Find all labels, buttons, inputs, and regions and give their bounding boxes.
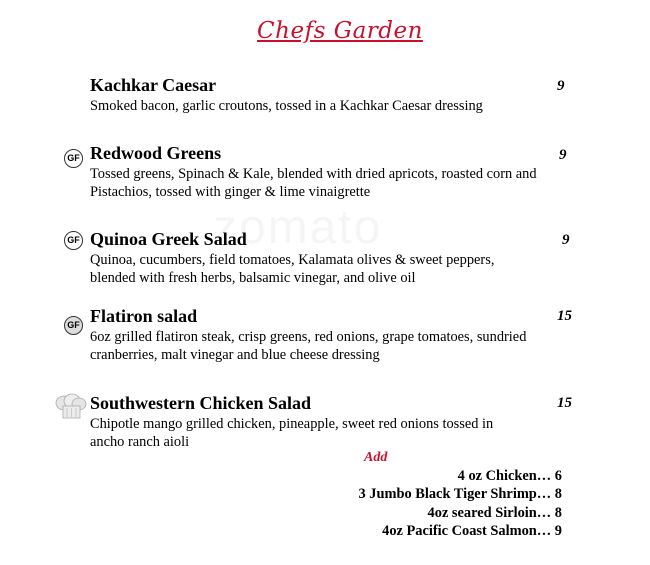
item-description: Tossed greens, Spinach & Kale, blended with dried apricots, roasted corn and Pistachios, tossed with ginger & lime vinaigrette — [90, 166, 537, 200]
item-price: 9 — [557, 78, 565, 94]
gluten-free-icon: GF — [64, 316, 83, 335]
chef-hat-icon — [54, 393, 88, 421]
item-description: 6oz grilled flatiron steak, crisp greens, red onions, grape tomatoes, sundried cranberries, malt vinegar and blue cheese dressing — [90, 329, 527, 363]
addon-option: 4oz Pacific Coast Salmon… 9 — [382, 523, 562, 539]
addon-option: 4 oz Chicken… 6 — [457, 468, 562, 484]
item-name: Flatiron salad — [90, 306, 198, 326]
item-name: Kachkar Caesar — [90, 75, 217, 95]
add-label: Add — [364, 450, 388, 465]
item-name: Quinoa Greek Salad — [90, 229, 247, 249]
addon-option: 3 Jumbo Black Tiger Shrimp… 8 — [358, 486, 562, 502]
item-price: 9 — [559, 147, 567, 163]
gluten-free-icon: GF — [64, 231, 83, 250]
item-description: Smoked bacon, garlic croutons, tossed in a Kachkar Caesar dressing — [90, 98, 483, 114]
item-price: 15 — [557, 308, 572, 324]
menu-section-title: Chefs Garden — [257, 18, 423, 44]
item-price: 15 — [557, 395, 572, 411]
item-description: Quinoa, cucumbers, field tomatoes, Kalamata olives & sweet peppers, blended with fresh herbs, balsamic vinegar, and olive oil — [90, 252, 495, 286]
gluten-free-icon: GF — [64, 149, 83, 168]
item-name: Redwood Greens — [90, 143, 222, 163]
item-description: Chipotle mango grilled chicken, pineapple, sweet red onions tossed in ancho ranch aioli — [90, 416, 494, 450]
item-price: 9 — [562, 232, 570, 248]
item-name: Southwestern Chicken Salad — [90, 393, 312, 413]
addon-option: 4oz seared Sirloin… 8 — [427, 505, 562, 521]
